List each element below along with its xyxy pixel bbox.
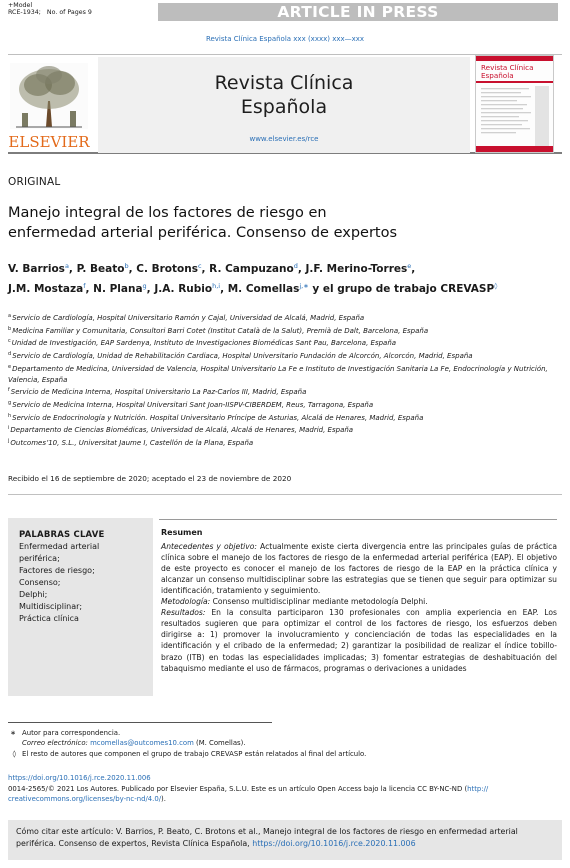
keywords-box	[8, 518, 153, 696]
journal-title-line1: Revista Clínica	[214, 72, 354, 94]
affiliations	[8, 311, 558, 449]
divider	[8, 494, 562, 495]
footnote-email: Correo electrónico: mcomellas@outcomes10.com (M. Comellas).	[22, 739, 246, 748]
page-count: No. of Pages 9	[46, 9, 92, 17]
article-title	[8, 203, 508, 243]
footnote-corresponding: ∗ Autor para correspondencia.	[10, 729, 121, 737]
keyword: periférica;	[19, 554, 60, 563]
keyword: Consenso;	[19, 578, 61, 587]
author[interactable]: C. Brotons$^c$	[136, 262, 202, 275]
email-link[interactable]: mcomellas@outcomes10.com	[90, 739, 194, 748]
affiliation: $^g$Servicio de Medicina Interna, Hospital Universitari Sant Joan-IISPV-CIBERDEM, Reus, Tarragona, España	[8, 399, 374, 409]
journal-title-line2: Española	[240, 96, 328, 118]
affiliation: $^c$Unidad de Investigación, EAP Sardenya, Instituto de Investigaciones Biomédicas Sant Pau, Barcelona, España	[8, 338, 397, 348]
author[interactable]: P. Beato$^b$	[76, 262, 129, 275]
keyword: Multidisciplinar;	[19, 602, 83, 611]
article-title-line1: Manejo integral de los factores de riesgo en	[8, 205, 327, 221]
abstract-section: Antecedentes y objetivo: Actualmente existe cierta divergencia entre las principales guías de práctica clínica sobre el manejo de los factores de riesgo de la enfermedad arterial periférica (EAP). El objetivo de este proyecto es conocer el manejo de los factores de riesgo de la EAP en la práctica clínica y alcanzar un consenso multidisciplinar sobre las estrategias que se tienen que seguir para optimizar su identificación, tratamiento y seguimiento.	[161, 542, 557, 596]
masthead	[8, 54, 562, 154]
journal-title	[98, 71, 470, 119]
author[interactable]: V. Barrios$^a$	[8, 262, 69, 275]
svg-text:Revista Clínica: Revista Clínica	[481, 63, 534, 72]
author-group: y el grupo de trabajo CREVASP◊	[312, 282, 498, 295]
svg-text:Española: Española	[481, 71, 514, 80]
cover-image	[476, 56, 553, 152]
author[interactable]: N. Plana$^g$	[93, 282, 147, 295]
article-title-line2: enfermedad arterial periférica. Consenso de expertos	[8, 225, 398, 241]
copyright: 0014-2565/© 2021 Los Autores. Publicado por Elsevier España, S.L.U. Este es un artículo Open Access bajo la licencia CC BY-NC-ND (http:// creativecommons.org/licenses/by-nc-nd/4.0/).	[8, 784, 489, 804]
citation-doi-link[interactable]: https://doi.org/10.1016/j.rce.2020.11.006	[252, 839, 416, 849]
elsevier-logo[interactable]	[8, 61, 90, 153]
manuscript-id: RCE-1934;	[8, 9, 41, 17]
doi-link[interactable]: https://doi.org/10.1016/j.rce.2020.11.006	[8, 774, 151, 782]
author[interactable]: R. Campuzano$^d$	[209, 262, 298, 275]
received-dates: Recibido el 16 de septiembre de 2020; aceptado el 23 de noviembre de 2020	[8, 474, 292, 483]
journal-title-box	[98, 57, 470, 153]
journal-url-link[interactable]: www.elsevier.es/rce	[249, 135, 319, 143]
author[interactable]: J.A. Rubio$^{h,i}$	[154, 282, 221, 295]
article-in-press-banner: ARTICLE IN PRESS	[158, 3, 558, 21]
footnote-rule	[8, 722, 272, 723]
license-link[interactable]: http://	[467, 784, 489, 793]
manuscript-info	[8, 9, 148, 16]
affiliation: $^f$Servicio de Medicina Interna, Hospital Universitario La Paz-Carlos III, Madrid, España	[8, 387, 307, 397]
abstract	[159, 519, 557, 674]
author[interactable]: J.F. Merino-Torres$^e$	[305, 262, 412, 275]
affiliation: $^j$Outcomes’10, S.L., Universitat Jaume I, Castellón de la Plana, España	[8, 438, 254, 448]
abstract-section: Resultados: En la consulta participaron 130 profesionales con amplia experiencia en EAP. Los resultados sugieren que para optimizar el control de los factores de riesgo, los esfuerzos deben dirigirse a: 1) promover la involucramiento y concienciación de todas las especialidades en la identificación y el cribado de la enfermedad; 2) garantizar la posibilidad de realizar el índice tobillo-brazo (ITB) en todas las especialidades implicadas; 3) fomentar estrategias de deshabituación del tabaquismo mediante el uso de fármacos, programas o derivaciones a unidades	[161, 608, 557, 673]
journal-cover-thumbnail[interactable]	[475, 55, 554, 153]
footnote-group: ◊ El resto de autores que componen el grupo de trabajo CREVASP están relatados al final del artículo.	[12, 749, 367, 758]
author-list: V. Barrios$^a$, P. Beato$^b$, C. Brotons$^c$, R. Campuzano$^d$, J.F. Merino-Torres$^e$, J.M. Mostaza$^f$, N. Plana$^g$, J.A. Rubio$^{h,i}$, M. Comellas$^{j,∗}$ y el grupo de trabajo CREVASP◊	[8, 262, 498, 295]
keyword: Práctica clínica	[19, 614, 79, 623]
citation-box	[8, 820, 562, 860]
article-type: ORIGINAL	[8, 176, 61, 188]
abstract-title: Resumen	[159, 519, 557, 541]
affiliation: $^e$Departamento de Medicina, Universidad de Valencia, Hospital Universitario La Fe e Instituto de Investigación Sanitaria La Fe, Endocrinología y Nutrición, Valencia, España	[8, 363, 548, 384]
affiliation: $^i$Departamento de Ciencias Biomédicas, Universidad de Alcalá, Alcalá de Henares, Madrid, España	[8, 425, 354, 435]
doi-block	[8, 773, 562, 805]
affiliation: $^b$Medicina Familiar y Comunitaria, Consultori Barri Cotet (Institut Català de la Salut), Premià de Dalt, Barcelona, España	[8, 325, 429, 335]
journal-reference[interactable]: Revista Clínica Española xxx (xxxx) xxx—xxx	[205, 35, 365, 43]
affiliation: $^d$Servicio de Cardiología, Unidad de Rehabilitación Cardiaca, Hospital Universitario Fundación de Alcorcón, Alcorcón, Madrid, España	[8, 351, 473, 361]
elsevier-wordmark: ELSEVIER	[8, 133, 90, 151]
header-meta	[8, 2, 148, 16]
author[interactable]: J.M. Mostaza$^f$	[8, 282, 86, 295]
citation-text: Cómo citar este artículo: V. Barrios, P. Beato, C. Brotons et al., Manejo integral de los factores de riesgo en enfermedad arterial periférica. Consenso de expertos, Revista Clínica Española,	[16, 827, 518, 849]
abstract-section: Metodología: Consenso multidisciplinar mediante metodología Delphi.	[161, 597, 428, 607]
affiliation: $^a$Servicio de Cardiología, Hospital Universitario Ramón y Cajal, Universidad de Alcalá, Madrid, España	[8, 313, 365, 322]
model-label: +Model	[8, 2, 33, 9]
footnotes	[8, 728, 558, 759]
keywords-title: PALABRAS CLAVE	[19, 530, 105, 540]
affiliation: $^h$Servicio de Endocrinología y Nutrición. Hospital Universitario Príncipe de Asturias, Alcalá de Henares, Madrid, España	[8, 412, 424, 422]
keyword: Factores de riesgo;	[19, 566, 95, 575]
license-link[interactable]: creativecommons.org/licenses/by-nc-nd/4.0/	[8, 795, 162, 804]
author[interactable]: M. Comellas$^{j,∗}$	[227, 282, 309, 295]
keyword: Delphi;	[19, 590, 48, 599]
elsevier-tree-icon	[8, 61, 90, 153]
keyword: Enfermedad arterial	[19, 542, 100, 551]
